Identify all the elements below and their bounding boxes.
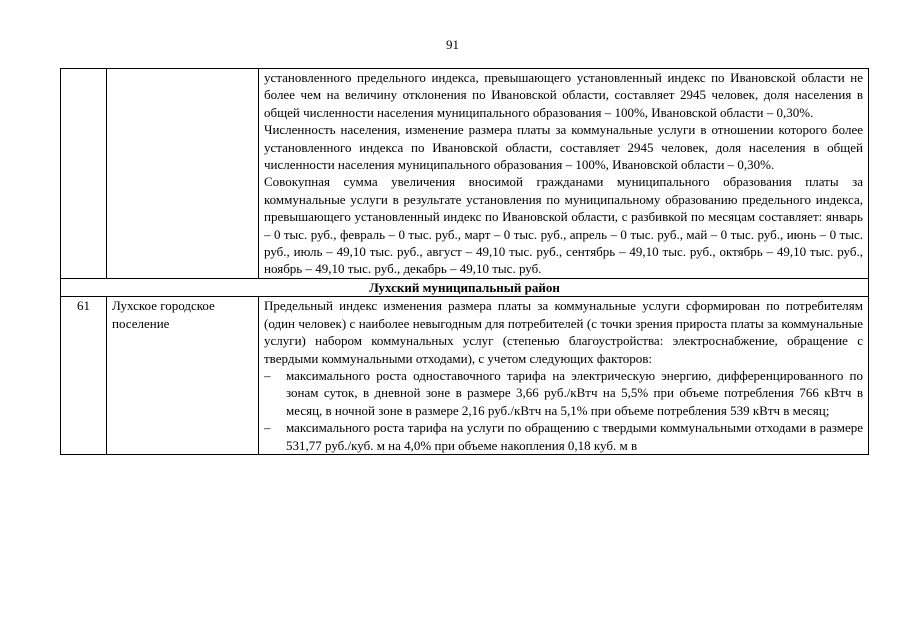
row-name: Лухское городское поселение xyxy=(107,297,259,455)
paragraph: Предельный индекс изменения размера платы за коммунальные услуги сформирован по потребителям (один человек) с наиболее невыгодным для потребителей (с точки зрения прироста платы за коммунальные услуги) набором коммунальных услуг (степенью благоустройства: электроснабжение, обращение с твердыми коммунальными отходами), с учетом следующих факторов: xyxy=(264,298,863,366)
row-number-cell xyxy=(61,69,107,279)
page-number: 91 xyxy=(446,37,459,52)
paragraph: Совокупная сумма увеличения вносимой гражданами муниципального образования платы за коммунальные услуги в результате установления по муниципальному образованию предельного индекса, превышающего установленный индекс по Ивановской области, с разбивкой по месяцам составляет: январь – 0 тыс. руб., февраль – 0 тыс. руб., март – 0 тыс. руб., апрель – 0 тыс. руб., май – 0 тыс. руб., июнь – 0 тыс. руб., июль – 49,10 тыс. руб., август – 49,10 тыс. руб., сентябрь – 49,10 тыс. руб., октябрь – 49,10 тыс. руб., ноябрь – 49,10 тыс. руб., декабрь – 49,10 тыс. руб. xyxy=(264,174,863,277)
paragraph: установленного предельного индекса, превышающего установленный индекс по Ивановской области не более чем на величину отклонения по Ивановской области, составляет 2945 человек, доля населения в общей численности населения муниципального образования – 100%, Ивановской области – 0,30%. xyxy=(264,70,863,120)
table-row-61 xyxy=(61,297,869,455)
document-table xyxy=(60,68,869,455)
factor-list xyxy=(264,367,863,454)
row-description-cell xyxy=(259,69,869,279)
dash-marker: – xyxy=(264,367,271,383)
section-header-row xyxy=(61,278,869,296)
list-item xyxy=(264,419,863,454)
paragraph: Численность населения, изменение размера платы за коммунальные услуги в отношении которого более установленного индекса по Ивановской области, составляет 2945 человек, доля населения в общей численности населения муниципального образования – 100%, Ивановской области – 0,30%. xyxy=(264,122,863,173)
dash-marker: – xyxy=(264,420,271,436)
table-row-continued xyxy=(61,69,869,279)
list-item-text: максимального роста тарифа на услуги по обращению с твердыми коммунальными отходами в размере 531,77 руб./куб. м на 4,0% при объеме накопления 0,18 куб. м в xyxy=(286,420,863,453)
section-header: Лухский муниципальный район xyxy=(61,278,869,296)
row-name-cell xyxy=(107,69,259,279)
row-number: 61 xyxy=(61,297,107,455)
list-item-text: максимального роста одноставочного тарифа на электрическую энергию, дифференцированного по зонам суток, в дневной зоне в размере 3,66 руб./кВтч на 5,5% при объеме потребления 766 кВтч в месяц, в ночной зоне в размере 2,16 руб./кВтч на 5,1% при объеме потребления 539 кВтч в месяц; xyxy=(286,367,863,418)
row-description-cell xyxy=(259,297,869,455)
list-item xyxy=(264,367,863,419)
